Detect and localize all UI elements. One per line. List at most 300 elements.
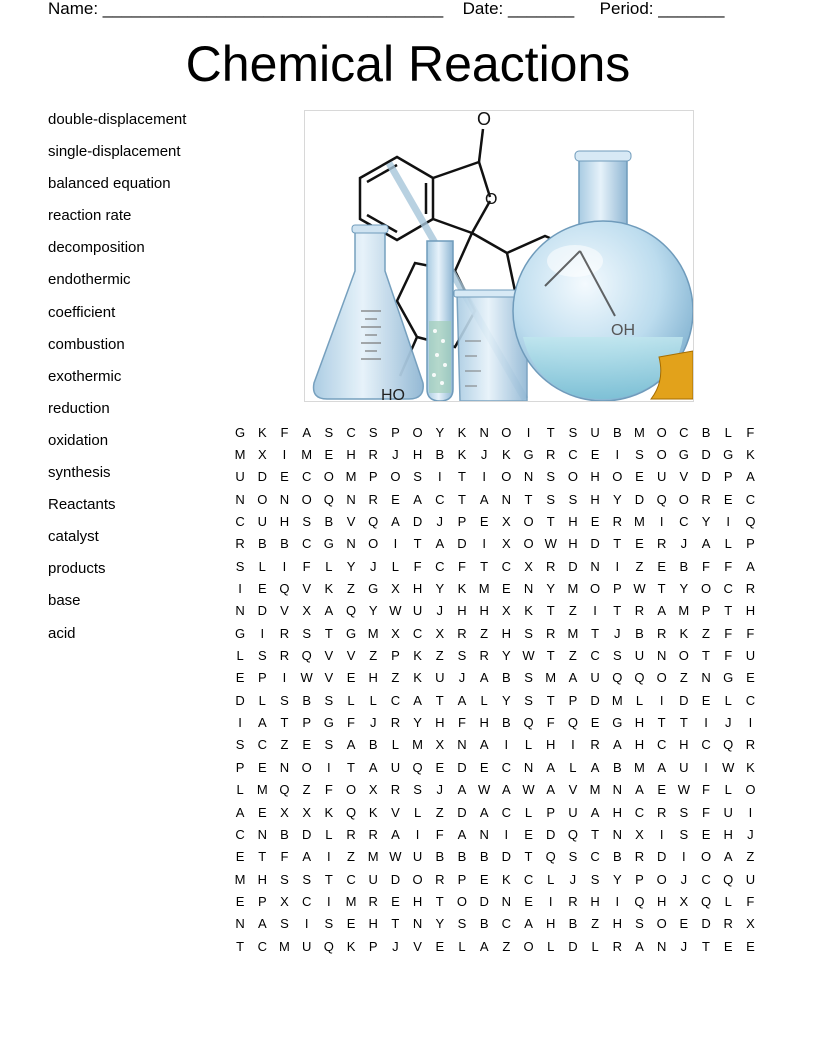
grid-letter-cell[interactable]: R [279, 648, 290, 664]
grid-letter-cell[interactable]: D [257, 469, 267, 485]
grid-letter-cell[interactable]: S [546, 491, 556, 507]
grid-letter-cell[interactable]: I [260, 625, 265, 641]
grid-letter-cell[interactable]: E [502, 581, 511, 597]
grid-letter-cell[interactable]: G [678, 447, 689, 463]
grid-letter-cell[interactable]: C [634, 804, 645, 820]
grid-letter-cell[interactable]: F [724, 625, 733, 641]
grid-letter-cell[interactable]: A [657, 603, 666, 619]
grid-letter-cell[interactable]: R [612, 514, 622, 530]
grid-letter-cell[interactable]: K [413, 670, 422, 686]
grid-letter-cell[interactable]: R [546, 558, 556, 574]
grid-letter-cell[interactable]: R [390, 782, 401, 798]
grid-letter-cell[interactable]: R [457, 625, 467, 641]
grid-letter-cell[interactable]: J [724, 715, 732, 731]
grid-letter-cell[interactable]: E [257, 581, 267, 597]
grid-letter-cell[interactable]: Y [612, 871, 622, 887]
grid-letter-cell[interactable]: A [612, 737, 622, 753]
grid-letter-cell[interactable]: Z [635, 558, 644, 574]
grid-letter-cell[interactable]: D [390, 871, 401, 887]
grid-letter-cell[interactable]: X [435, 737, 445, 753]
grid-letter-cell[interactable]: O [678, 491, 689, 507]
grid-letter-cell[interactable]: T [457, 469, 466, 485]
grid-letter-cell[interactable]: X [746, 916, 755, 932]
grid-letter-cell[interactable]: I [615, 893, 620, 909]
grid-letter-cell[interactable]: B [280, 826, 289, 842]
grid-letter-cell[interactable]: I [704, 715, 708, 731]
grid-letter-cell[interactable]: J [436, 782, 444, 798]
grid-letter-cell[interactable]: B [679, 558, 689, 574]
grid-letter-cell[interactable]: Z [591, 916, 600, 932]
grid-letter-cell[interactable]: R [546, 447, 556, 463]
grid-letter-cell[interactable]: I [615, 558, 620, 574]
grid-letter-cell[interactable]: E [280, 469, 289, 485]
grid-letter-cell[interactable]: D [568, 558, 578, 574]
grid-letter-cell[interactable]: F [457, 715, 466, 731]
grid-letter-cell[interactable]: T [413, 536, 422, 552]
grid-letter-cell[interactable]: E [746, 670, 755, 686]
grid-letter-cell[interactable]: A [324, 603, 334, 619]
grid-letter-cell[interactable]: E [346, 670, 356, 686]
grid-letter-cell[interactable]: B [612, 759, 622, 775]
grid-letter-cell[interactable]: X [391, 625, 400, 641]
grid-letter-cell[interactable]: J [369, 558, 377, 574]
grid-letter-cell[interactable]: L [236, 648, 244, 664]
grid-letter-cell[interactable]: F [746, 625, 755, 641]
grid-letter-cell[interactable]: E [257, 759, 267, 775]
grid-letter-cell[interactable]: M [412, 737, 424, 753]
grid-letter-cell[interactable]: N [257, 826, 267, 842]
grid-letter-cell[interactable]: U [723, 804, 733, 820]
grid-letter-cell[interactable]: H [368, 670, 378, 686]
grid-letter-cell[interactable]: I [327, 759, 331, 775]
grid-letter-cell[interactable]: T [236, 938, 245, 954]
grid-letter-cell[interactable]: C [568, 447, 578, 463]
grid-letter-cell[interactable]: N [346, 536, 356, 552]
grid-letter-cell[interactable]: A [546, 782, 556, 798]
grid-letter-cell[interactable]: N [479, 424, 489, 440]
grid-letter-cell[interactable]: Q [700, 893, 712, 909]
grid-letter-cell[interactable]: K [413, 648, 422, 664]
grid-letter-cell[interactable]: J [614, 625, 621, 641]
grid-letter-cell[interactable]: E [657, 782, 666, 798]
grid-letter-cell[interactable]: M [634, 514, 645, 530]
grid-letter-cell[interactable]: K [324, 804, 334, 820]
grid-letter-cell[interactable]: E [657, 558, 666, 574]
grid-letter-cell[interactable]: A [746, 558, 755, 574]
grid-letter-cell[interactable]: E [701, 826, 711, 842]
grid-letter-cell[interactable]: R [656, 536, 667, 552]
grid-letter-cell[interactable]: B [368, 737, 378, 753]
grid-letter-cell[interactable]: B [612, 424, 622, 440]
grid-letter-cell[interactable]: H [590, 491, 600, 507]
grid-letter-cell[interactable]: O [745, 782, 756, 798]
grid-letter-cell[interactable]: H [457, 603, 467, 619]
grid-letter-cell[interactable]: D [457, 759, 467, 775]
grid-letter-cell[interactable]: C [501, 759, 512, 775]
grid-letter-cell[interactable]: C [235, 514, 245, 530]
grid-letter-cell[interactable]: F [702, 782, 710, 798]
grid-letter-cell[interactable]: I [282, 558, 287, 574]
grid-letter-cell[interactable]: E [701, 692, 711, 708]
grid-letter-cell[interactable]: A [479, 737, 489, 753]
grid-letter-cell[interactable]: F [435, 826, 444, 842]
grid-letter-cell[interactable]: L [347, 692, 355, 708]
grid-letter-cell[interactable]: M [634, 759, 645, 775]
grid-letter-cell[interactable]: P [257, 670, 267, 686]
grid-letter-cell[interactable]: Z [280, 737, 289, 753]
grid-letter-cell[interactable]: I [659, 692, 664, 708]
grid-letter-cell[interactable]: P [457, 871, 467, 887]
grid-letter-cell[interactable]: O [523, 514, 534, 530]
grid-letter-cell[interactable]: O [345, 782, 357, 798]
grid-letter-cell[interactable]: R [634, 603, 645, 619]
grid-letter-cell[interactable]: H [412, 447, 423, 463]
grid-letter-cell[interactable]: V [346, 514, 356, 530]
grid-letter-cell[interactable]: D [568, 938, 578, 954]
grid-letter-cell[interactable]: N [656, 938, 667, 954]
grid-letter-cell[interactable]: O [412, 871, 423, 887]
grid-letter-cell[interactable]: X [679, 893, 689, 909]
grid-letter-cell[interactable]: W [522, 648, 535, 664]
grid-letter-cell[interactable]: U [656, 469, 667, 485]
grid-letter-cell[interactable]: R [479, 648, 489, 664]
grid-letter-cell[interactable]: N [235, 603, 245, 619]
grid-letter-cell[interactable]: S [568, 849, 578, 865]
grid-letter-cell[interactable]: N [523, 759, 534, 775]
grid-letter-cell[interactable]: H [412, 581, 423, 597]
grid-letter-cell[interactable]: A [479, 491, 489, 507]
grid-letter-cell[interactable]: D [590, 536, 600, 552]
grid-letter-cell[interactable]: L [524, 737, 533, 753]
grid-letter-cell[interactable]: S [524, 625, 533, 641]
grid-letter-cell[interactable]: A [346, 737, 356, 753]
grid-letter-cell[interactable]: T [546, 603, 555, 619]
grid-letter-cell[interactable]: H [679, 737, 689, 753]
grid-letter-cell[interactable]: M [279, 938, 290, 954]
grid-letter-cell[interactable]: W [389, 849, 402, 865]
grid-letter-cell[interactable]: O [301, 491, 312, 507]
grid-letter-cell[interactable]: R [368, 826, 378, 842]
grid-letter-cell[interactable]: I [482, 469, 486, 485]
grid-letter-cell[interactable]: W [300, 670, 313, 686]
grid-letter-cell[interactable]: O [700, 581, 712, 597]
grid-letter-cell[interactable]: Q [368, 514, 379, 530]
grid-letter-cell[interactable]: B [612, 849, 622, 865]
grid-letter-cell[interactable]: N [479, 826, 489, 842]
grid-letter-cell[interactable]: O [656, 670, 667, 686]
grid-letter-cell[interactable]: H [612, 804, 622, 820]
grid-letter-cell[interactable]: H [656, 893, 667, 909]
grid-letter-cell[interactable]: F [324, 782, 333, 798]
grid-letter-cell[interactable]: H [745, 603, 756, 619]
grid-letter-cell[interactable]: A [502, 782, 511, 798]
grid-letter-cell[interactable]: O [301, 759, 312, 775]
grid-letter-cell[interactable]: A [635, 782, 644, 798]
grid-letter-cell[interactable]: M [611, 692, 623, 708]
grid-letter-cell[interactable]: K [257, 424, 267, 440]
grid-letter-cell[interactable]: K [324, 581, 334, 597]
grid-letter-cell[interactable]: Z [568, 648, 577, 664]
grid-letter-cell[interactable]: M [478, 581, 490, 597]
grid-letter-cell[interactable]: O [656, 871, 667, 887]
grid-letter-cell[interactable]: F [546, 715, 555, 731]
grid-letter-cell[interactable]: E [435, 938, 445, 954]
grid-letter-cell[interactable]: B [479, 849, 489, 865]
grid-letter-cell[interactable]: S [679, 804, 689, 820]
grid-letter-cell[interactable]: A [524, 916, 533, 932]
grid-letter-cell[interactable]: S [302, 625, 311, 641]
grid-letter-cell[interactable]: F [347, 715, 355, 731]
grid-letter-cell[interactable]: Q [656, 491, 667, 507]
grid-letter-cell[interactable]: M [234, 447, 246, 463]
grid-letter-cell[interactable]: S [457, 648, 467, 664]
grid-letter-cell[interactable]: H [568, 514, 578, 530]
grid-letter-cell[interactable]: E [435, 759, 445, 775]
grid-letter-cell[interactable]: K [679, 625, 689, 641]
grid-letter-cell[interactable]: N [612, 826, 622, 842]
grid-letter-cell[interactable]: L [524, 804, 533, 820]
grid-letter-cell[interactable]: Q [301, 648, 312, 664]
grid-letter-cell[interactable]: Q [567, 826, 578, 842]
grid-letter-cell[interactable]: M [567, 625, 579, 641]
grid-letter-cell[interactable]: X [257, 447, 267, 463]
grid-letter-cell[interactable]: T [280, 715, 289, 731]
grid-letter-cell[interactable]: P [635, 871, 644, 887]
grid-letter-cell[interactable]: P [457, 514, 467, 530]
grid-letter-cell[interactable]: B [302, 692, 311, 708]
grid-letter-cell[interactable]: R [390, 715, 401, 731]
grid-letter-cell[interactable]: M [567, 581, 579, 597]
grid-letter-cell[interactable]: Y [502, 692, 511, 708]
grid-letter-cell[interactable]: U [745, 871, 756, 887]
grid-letter-cell[interactable]: K [502, 871, 511, 887]
grid-letter-cell[interactable]: D [590, 692, 600, 708]
grid-letter-cell[interactable]: Q [634, 670, 645, 686]
grid-letter-cell[interactable]: A [457, 692, 467, 708]
grid-letter-cell[interactable]: O [412, 424, 423, 440]
grid-letter-cell[interactable]: N [457, 737, 467, 753]
grid-letter-cell[interactable]: Y [502, 648, 511, 664]
grid-letter-cell[interactable]: I [238, 715, 242, 731]
grid-letter-cell[interactable]: R [368, 893, 378, 909]
grid-letter-cell[interactable]: E [590, 715, 600, 731]
grid-letter-cell[interactable]: U [590, 424, 600, 440]
grid-letter-cell[interactable]: J [436, 603, 444, 619]
grid-letter-cell[interactable]: S [568, 424, 578, 440]
grid-letter-cell[interactable]: E [324, 447, 334, 463]
grid-letter-cell[interactable]: C [412, 625, 423, 641]
grid-letter-cell[interactable]: Q [634, 893, 645, 909]
period-field-label[interactable]: Period: _______ [599, 0, 725, 18]
grid-letter-cell[interactable]: Q [345, 603, 357, 619]
grid-letter-cell[interactable]: M [345, 893, 357, 909]
grid-letter-cell[interactable]: E [479, 759, 489, 775]
grid-letter-cell[interactable]: A [257, 916, 267, 932]
grid-letter-cell[interactable]: A [590, 804, 600, 820]
grid-letter-cell[interactable]: K [524, 603, 533, 619]
grid-letter-cell[interactable]: E [235, 893, 245, 909]
grid-letter-cell[interactable]: M [301, 447, 313, 463]
grid-letter-cell[interactable]: E [479, 514, 489, 530]
grid-letter-cell[interactable]: I [238, 581, 242, 597]
grid-letter-cell[interactable]: D [634, 491, 645, 507]
grid-letter-cell[interactable]: A [435, 536, 445, 552]
grid-letter-cell[interactable]: X [280, 804, 289, 820]
grid-letter-cell[interactable]: L [258, 692, 266, 708]
grid-letter-cell[interactable]: D [656, 849, 667, 865]
grid-letter-cell[interactable]: C [701, 871, 711, 887]
grid-letter-cell[interactable]: E [479, 871, 489, 887]
grid-letter-cell[interactable]: F [280, 424, 289, 440]
grid-letter-cell[interactable]: R [612, 938, 622, 954]
grid-letter-cell[interactable]: Y [346, 558, 356, 574]
grid-letter-cell[interactable]: U [568, 804, 578, 820]
grid-letter-cell[interactable]: I [748, 804, 753, 820]
grid-letter-cell[interactable]: T [347, 759, 355, 775]
grid-letter-cell[interactable]: L [480, 692, 488, 708]
grid-letter-cell[interactable]: Z [502, 938, 511, 954]
grid-letter-cell[interactable]: P [746, 536, 755, 552]
grid-letter-cell[interactable]: S [524, 692, 533, 708]
grid-letter-cell[interactable]: R [723, 916, 733, 932]
grid-letter-cell[interactable]: C [501, 804, 512, 820]
grid-letter-cell[interactable]: R [546, 625, 556, 641]
grid-letter-cell[interactable]: H [546, 916, 556, 932]
grid-letter-cell[interactable]: Q [745, 514, 756, 530]
grid-letter-cell[interactable]: J [436, 514, 444, 530]
grid-letter-cell[interactable]: O [390, 469, 401, 485]
grid-letter-cell[interactable]: A [546, 759, 556, 775]
grid-letter-cell[interactable]: T [546, 692, 555, 708]
grid-letter-cell[interactable]: A [235, 804, 245, 820]
grid-letter-cell[interactable]: W [522, 782, 535, 798]
grid-letter-cell[interactable]: C [257, 938, 267, 954]
grid-letter-cell[interactable]: D [235, 692, 245, 708]
grid-letter-cell[interactable]: I [282, 670, 287, 686]
grid-letter-cell[interactable]: P [368, 938, 378, 954]
grid-letter-cell[interactable]: G [523, 447, 534, 463]
grid-letter-cell[interactable]: A [413, 692, 422, 708]
grid-letter-cell[interactable]: I [615, 447, 620, 463]
grid-letter-cell[interactable]: N [656, 648, 667, 664]
grid-letter-cell[interactable]: Z [568, 603, 577, 619]
grid-letter-cell[interactable]: X [502, 536, 511, 552]
grid-letter-cell[interactable]: G [235, 424, 246, 440]
grid-letter-cell[interactable]: I [504, 737, 509, 753]
grid-letter-cell[interactable]: Y [701, 514, 711, 530]
grid-letter-cell[interactable]: Z [746, 849, 755, 865]
grid-letter-cell[interactable]: Z [302, 782, 311, 798]
grid-letter-cell[interactable]: N [523, 469, 534, 485]
grid-letter-cell[interactable]: S [302, 514, 311, 530]
grid-letter-cell[interactable]: K [346, 938, 356, 954]
grid-letter-cell[interactable]: S [413, 782, 422, 798]
grid-letter-cell[interactable]: Y [435, 424, 445, 440]
grid-letter-cell[interactable]: G [323, 536, 334, 552]
grid-letter-cell[interactable]: L [724, 893, 732, 909]
grid-letter-cell[interactable]: A [657, 759, 666, 775]
grid-letter-cell[interactable]: A [723, 849, 733, 865]
grid-letter-cell[interactable]: N [701, 670, 711, 686]
grid-letter-cell[interactable]: B [280, 536, 289, 552]
grid-letter-cell[interactable]: T [324, 625, 333, 641]
grid-letter-cell[interactable]: W [722, 759, 735, 775]
grid-letter-cell[interactable]: R [568, 893, 578, 909]
grid-letter-cell[interactable]: D [479, 893, 489, 909]
grid-letter-cell[interactable]: I [282, 447, 287, 463]
grid-letter-cell[interactable]: X [368, 782, 378, 798]
grid-letter-cell[interactable]: L [369, 692, 377, 708]
grid-letter-cell[interactable]: G [723, 447, 734, 463]
grid-letter-cell[interactable]: E [257, 804, 267, 820]
grid-letter-cell[interactable]: X [524, 558, 533, 574]
grid-letter-cell[interactable]: S [524, 670, 533, 686]
grid-letter-cell[interactable]: N [612, 782, 622, 798]
grid-letter-cell[interactable]: R [346, 826, 356, 842]
grid-letter-cell[interactable]: D [701, 916, 711, 932]
grid-letter-cell[interactable]: T [480, 558, 489, 574]
grid-letter-cell[interactable]: S [546, 469, 556, 485]
grid-letter-cell[interactable]: S [368, 424, 378, 440]
grid-letter-cell[interactable]: S [635, 916, 644, 932]
grid-letter-cell[interactable]: S [324, 737, 334, 753]
grid-letter-cell[interactable]: H [612, 916, 622, 932]
grid-letter-cell[interactable]: U [634, 648, 645, 664]
grid-letter-cell[interactable]: V [324, 670, 334, 686]
grid-letter-cell[interactable]: S [235, 558, 245, 574]
grid-letter-cell[interactable]: Z [347, 849, 355, 865]
grid-letter-cell[interactable]: Y [546, 581, 556, 597]
grid-letter-cell[interactable]: M [234, 871, 246, 887]
grid-letter-cell[interactable]: B [701, 424, 711, 440]
grid-letter-cell[interactable]: C [656, 737, 667, 753]
grid-letter-cell[interactable]: J [680, 871, 688, 887]
grid-letter-cell[interactable]: P [546, 804, 556, 820]
grid-letter-cell[interactable]: M [367, 849, 379, 865]
grid-letter-cell[interactable]: B [502, 670, 511, 686]
grid-letter-cell[interactable]: O [656, 424, 667, 440]
grid-letter-cell[interactable]: N [501, 893, 512, 909]
grid-letter-cell[interactable]: B [457, 849, 467, 865]
grid-letter-cell[interactable]: N [279, 759, 290, 775]
grid-letter-cell[interactable]: E [635, 536, 644, 552]
grid-letter-cell[interactable]: L [413, 804, 422, 820]
grid-letter-cell[interactable]: I [327, 849, 331, 865]
grid-letter-cell[interactable]: D [412, 514, 423, 530]
grid-letter-cell[interactable]: A [302, 849, 311, 865]
grid-letter-cell[interactable]: N [235, 916, 245, 932]
grid-letter-cell[interactable]: M [256, 782, 268, 798]
grid-letter-cell[interactable]: J [392, 447, 399, 463]
grid-letter-cell[interactable]: Q [412, 759, 423, 775]
grid-letter-cell[interactable]: X [280, 893, 289, 909]
word-search-grid[interactable] [229, 421, 762, 957]
grid-letter-cell[interactable]: H [479, 715, 489, 731]
grid-letter-cell[interactable]: L [458, 938, 466, 954]
grid-letter-cell[interactable]: I [659, 514, 664, 530]
grid-letter-cell[interactable]: F [702, 558, 710, 574]
grid-letter-cell[interactable]: U [412, 849, 423, 865]
grid-letter-cell[interactable]: V [302, 581, 311, 597]
grid-letter-cell[interactable]: C [301, 469, 312, 485]
grid-letter-cell[interactable]: S [280, 916, 289, 932]
grid-letter-cell[interactable]: E [746, 938, 755, 954]
grid-letter-cell[interactable]: I [593, 603, 597, 619]
grid-letter-cell[interactable]: P [568, 692, 578, 708]
grid-letter-cell[interactable]: R [368, 447, 378, 463]
grid-letter-cell[interactable]: S [635, 447, 644, 463]
grid-letter-cell[interactable]: C [301, 893, 312, 909]
